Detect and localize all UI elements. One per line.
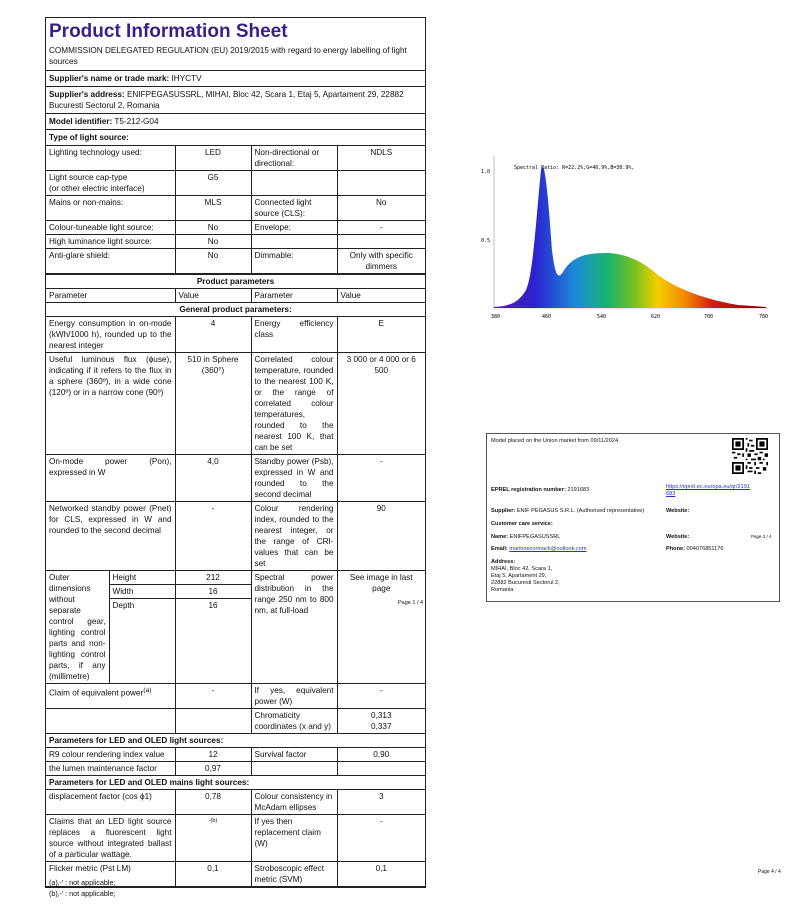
type-row	[46, 235, 425, 249]
strobo-value: 0,1	[337, 862, 425, 887]
type-cell-b: No	[175, 249, 251, 274]
y-tick-05: 0.5	[481, 238, 491, 244]
type-cell-c: Connected light source (CLS):	[251, 196, 337, 221]
replace-claim-value: -	[337, 815, 425, 862]
y-tick-1: 1.0	[481, 169, 491, 175]
eprel-link[interactable]: https://eprel.ec.europa.eu/qr/2191683	[666, 484, 750, 497]
general-cell-b: 510 in Sphere (360°)	[175, 353, 251, 455]
strobo-label: Stroboscopic effect metric (SVM)	[251, 862, 337, 887]
survival-label: Survival factor	[251, 748, 337, 762]
general-row	[46, 502, 425, 571]
x-tick-540: 540	[597, 314, 607, 320]
supplier-name: IHYCTV	[171, 74, 202, 83]
type-row	[46, 171, 425, 196]
displacement-label: displacement factor (cos ϕ1)	[46, 790, 175, 815]
mains-params-heading: Parameters for LED and OLED mains light sources:	[46, 776, 425, 790]
dim-width-value: 16	[176, 585, 251, 599]
type-cell-d	[337, 171, 425, 196]
dim-depth-label: Depth	[112, 601, 135, 610]
col-parameter: Parameter	[46, 289, 175, 303]
type-row	[46, 196, 425, 221]
info-sheet	[45, 17, 426, 888]
supplier-row: Supplier: ENIF PEGASUS S.R.L. (Authorised representative)	[491, 508, 645, 514]
x-tick-700: 700	[704, 314, 714, 320]
type-row	[46, 221, 425, 235]
type-cell-c	[251, 235, 337, 249]
spectrum-label: Spectral Ratio: R=22.2%,G=46.9%,B=30.9%,	[514, 165, 635, 171]
type-cell-c: Envelope:	[251, 221, 337, 235]
col-value-2: Value	[337, 289, 425, 303]
type-cell-b: LED	[175, 146, 251, 171]
phone-row: Phone: 004076851176	[666, 546, 724, 552]
general-cell-d: E	[337, 317, 425, 353]
dim-height-value: 212	[176, 571, 251, 585]
type-cell-a: Lighting technology used:	[46, 146, 175, 171]
type-cell-a: Light source cap-type (or other electric interface)	[46, 171, 175, 196]
type-cell-b: No	[175, 235, 251, 249]
type-cell-d: No	[337, 196, 425, 221]
type-cell-c: Dimmable:	[251, 249, 337, 274]
type-cell-b: MLS	[175, 196, 251, 221]
qr-code-icon	[732, 438, 768, 474]
general-row	[46, 455, 425, 502]
type-cell-d	[337, 235, 425, 249]
general-row	[46, 353, 425, 455]
equiv-label: If yes, equivalent power (W)	[251, 684, 337, 709]
email-link[interactable]: marinoecormack@outlook.com	[509, 546, 587, 552]
replace-claim-label: If yes then replacement claim (W)	[251, 815, 337, 862]
page-number-1: Page 1 / 4	[398, 600, 424, 606]
eprel-number: 2191683	[567, 487, 590, 493]
general-cell-a: Energy consumption in on-mode (kWh/1000 h), rounded up to the nearest integer	[46, 317, 175, 353]
r9-value: 12	[175, 748, 251, 762]
x-tick-380: 380	[491, 314, 501, 320]
led-params-heading: Parameters for LED and OLED light sources:	[46, 734, 425, 748]
equiv-value: -	[337, 684, 425, 709]
flicker-label: Flicker metric (Pst LM)	[46, 862, 175, 887]
general-cell-b: 4,0	[175, 455, 251, 502]
type-cell-c: Non-directional or directional:	[251, 146, 337, 171]
chroma-label: Chromaticity coordinates (x and y)	[251, 709, 337, 734]
spd-label: Spectral power distribution in the range 250 nm to 800 nm, at full-load	[251, 571, 337, 684]
flicker-value: 0,1	[175, 862, 251, 887]
general-cell-a: On-mode power (Pon), expressed in W	[46, 455, 175, 502]
type-cell-d: NDLS	[337, 146, 425, 171]
model-row: Model identifier: T5-212-G04	[46, 113, 425, 129]
general-row	[46, 317, 425, 353]
model-identifier: T5-212-G04	[114, 117, 159, 126]
general-cell-c: Colour rendering index, rounded to the nearest integer, or the range of CRI-values that can be set	[251, 502, 337, 571]
lumen-label: the lumen maintenance factor	[46, 762, 175, 776]
survival-value: 0,90	[337, 748, 425, 762]
general-cell-d: -	[337, 455, 425, 502]
spectrum-curve	[494, 167, 766, 308]
supplier-name-row: Supplier's name or trade mark: IHYCTV	[46, 70, 425, 86]
dimensions-cell	[46, 571, 175, 684]
r9-label: R9 colour rendering index value	[46, 748, 175, 762]
claim-value: -	[175, 684, 251, 709]
general-cell-a: Networked standby power (Pnet) for CLS, expressed in W and rounded to the second decimal	[46, 502, 175, 571]
page-number-3: Page 3 / 4	[751, 534, 772, 539]
type-cell-b: G5	[175, 171, 251, 196]
type-cell-d: Only with specific dimmers	[337, 249, 425, 274]
params-table	[46, 274, 425, 887]
general-cell-d: 90	[337, 502, 425, 571]
care-name-row: Name: ENIFPEGASUSSRL	[491, 534, 561, 540]
general-cell-c: Correlated colour temperature, rounded to the nearest 100 K, or the range of correlated colour temperatures, rounded to the nearest 100 K, that can be set	[251, 353, 337, 455]
dimensions-label: Outer dimensions without separate control gear, lighting control parts and non-lighting control parts, if any (millimetre)	[46, 571, 109, 683]
dim-depth-value: 16	[208, 601, 218, 610]
type-row	[46, 249, 425, 274]
page-title: Product Information Sheet	[49, 21, 288, 42]
type-cell-a: High luminance light source:	[46, 235, 175, 249]
footnote-b: (b)‚-' : not applicable;	[49, 889, 116, 898]
general-params-heading: General product parameters:	[46, 303, 425, 317]
regulation-text: COMMISSION DELEGATED REGULATION (EU) 2019/2015 with regard to energy labelling of light sources	[49, 46, 407, 66]
general-cell-c: Energy efficiency class	[251, 317, 337, 353]
general-cell-b: -	[175, 502, 251, 571]
type-cell-b: No	[175, 221, 251, 235]
type-cell-a: Mains or non-mains:	[46, 196, 175, 221]
eprel-row: EPREL registration number: 2191683	[491, 487, 590, 493]
customer-care-heading: Customer care service:	[491, 521, 553, 527]
general-cell-b: 4	[175, 317, 251, 353]
website-label: Website:	[666, 508, 690, 514]
replace-value: -(b)	[175, 815, 251, 862]
supplier-address: ENIFPEGASUSSRL, MIHAI, Bloc 42, Scara 1, Etaj 5, Apartament 29, 22882 Bucuresti Sectorul 2, Romania	[49, 90, 404, 110]
dim-width-label: Width	[110, 585, 175, 599]
col-parameter-2: Parameter	[251, 289, 337, 303]
placed-on-market: Model placed on the Union market from 09/11/2024.	[491, 438, 620, 444]
x-tick-780: 780	[759, 314, 769, 320]
replace-label: Claims that an LED light source replaces a fluorescent light source without integrated ballast of a particular wattage.	[46, 815, 175, 862]
email-row: Email: marinoecormack@outlook.com	[491, 546, 587, 552]
footnotes	[49, 877, 116, 899]
displacement-value: 0,78	[175, 790, 251, 815]
general-cell-d: 3 000 or 4 000 or 6 500	[337, 353, 425, 455]
spectrum-chart	[478, 150, 770, 380]
type-heading: Type of light source:	[46, 129, 425, 145]
consistency-value: 3	[337, 790, 425, 815]
type-row	[46, 146, 425, 171]
dim-height-label: Height	[110, 571, 175, 585]
chroma-value: 0,313 0,337	[337, 709, 425, 734]
type-cell-a: Colour-tuneable light source:	[46, 221, 175, 235]
lumen-value: 0,97	[175, 762, 251, 776]
claim-label: Claim of equivalent power$^{(a)}$	[46, 684, 175, 709]
type-table	[46, 145, 425, 274]
general-cell-a: Useful luminous flux (ϕuse), indicating if it refers to the flux in a sphere (360º), in a wide cone (120º) or in a narrow cone (90º)	[46, 353, 175, 455]
eprel-card	[486, 433, 780, 602]
x-tick-620: 620	[651, 314, 661, 320]
col-value: Value	[175, 289, 251, 303]
footnote-a: (a)‚-' : not applicable;	[49, 878, 116, 887]
general-cell-c: Standby power (Psb), expressed in W and rounded to the second decimal	[251, 455, 337, 502]
website2-label: Website:	[666, 534, 690, 540]
product-params-heading: Product parameters	[46, 275, 425, 289]
consistency-label: Colour consistency in McAdam ellipses	[251, 790, 337, 815]
type-cell-c	[251, 171, 337, 196]
supplier-address-row: Supplier's address: ENIFPEGASUSSRL, MIHAI, Bloc 42, Scara 1, Etaj 5, Apartament 29, 22882 Bucuresti Sectorul 2, Romania	[46, 86, 425, 113]
x-tick-460: 460	[542, 314, 552, 320]
spd-value: See image in last page	[337, 571, 425, 684]
address-lines: MIHAI, Bloc 42, Scara 1, Etaj 5, Apartament 29, 22882 Bucuresti Sectorul 2, Romania	[491, 566, 560, 593]
address-label: Address:	[491, 559, 516, 565]
page-number-4: Page 4 / 4	[758, 869, 781, 875]
type-cell-a: Anti-glare shield:	[46, 249, 175, 274]
type-cell-d: -	[337, 221, 425, 235]
